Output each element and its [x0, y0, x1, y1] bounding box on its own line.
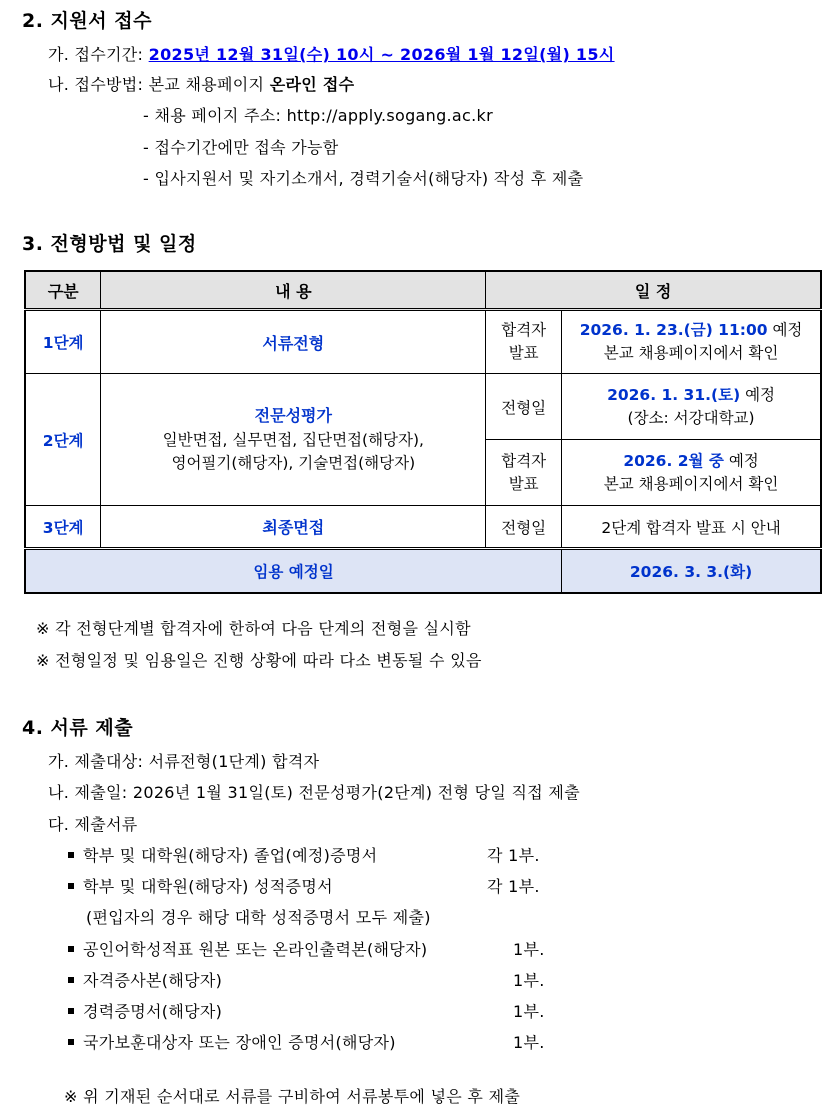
period-line: [48, 42, 615, 65]
stage-1-content: 서류전형: [101, 310, 486, 374]
doc-item: 경력증명서(해당자): [68, 999, 222, 1022]
period-value: 2025년 12월 31일(수) 10시 ~ 2026월 1월 12일(월) 15시: [148, 45, 615, 64]
stage-3-note: 2단계 합격자 발표 시 안내: [562, 506, 821, 549]
appointment-label: 임용 예정일: [25, 549, 562, 594]
apply-period-item: - 접수기간에만 접속 가능함: [143, 138, 339, 157]
stage-2: 2단계: [25, 374, 101, 506]
apply-url-item: - 채용 페이지 주소: http://apply.sogang.ac.kr: [143, 106, 493, 125]
stage-1-note: 본교 채용페이지에서 확인: [603, 344, 779, 362]
final-note: ※ 위 기재된 순서대로 서류를 구비하여 서류봉투에 넣은 후 제출: [64, 1087, 521, 1106]
doc-item: 국가보훈대상자 또는 장애인 증명서(해당자): [68, 1030, 396, 1053]
table-row-stage-2a: [25, 374, 821, 440]
stage-2b-sub: 합격자 발표: [486, 440, 562, 506]
doc-qty: 1부.: [513, 971, 545, 990]
table-row-stage-1: [25, 310, 821, 374]
stage-1-sub: 합격자 발표: [486, 310, 562, 374]
docs-label: 다. 제출서류: [48, 815, 138, 834]
stage-3-sub: 전형일: [486, 506, 562, 549]
stage-2b-schedule: 2026. 2월 중 예정 본교 채용페이지에서 확인: [562, 440, 821, 506]
bullet-icon: [68, 946, 74, 952]
stage-2a-schedule: 2026. 1. 31.(토) 예정 (장소: 서강대학교): [562, 374, 821, 440]
header-content: 내 용: [101, 271, 486, 310]
note-stage-pass: ※ 각 전형단계별 합격자에 한하여 다음 단계의 전형을 실시함: [36, 619, 471, 638]
stage-2a-sub: 전형일: [486, 374, 562, 440]
doc-qty: 1부.: [513, 1033, 545, 1052]
doc-qty: 1부.: [513, 1002, 545, 1021]
bullet-icon: [68, 883, 74, 889]
submit-target: 가. 제출대상: 서류전형(1단계) 합격자: [48, 752, 320, 771]
doc-item: 학부 및 대학원(해당자) 졸업(예정)증명서: [68, 843, 377, 866]
bullet-icon: [68, 977, 74, 983]
method-line: [48, 72, 354, 95]
note-schedule-change: ※ 전형일정 및 임용일은 진행 상황에 따라 다소 변동될 수 있음: [36, 651, 482, 670]
stage-2b-note: 본교 채용페이지에서 확인: [603, 474, 779, 493]
bullet-icon: [68, 1008, 74, 1014]
stage-1-date: 2026. 1. 23.(금) 11:00: [579, 321, 768, 339]
header-schedule: 일 정: [486, 271, 821, 310]
stage-2-content: 전문성평가 일반면접, 실무면접, 집단면접(해당자), 영어필기(해당자), 기술면접(해당자): [101, 374, 486, 506]
stage-2b-date: 2026. 2월 중: [623, 451, 724, 470]
schedule-table: [24, 270, 822, 594]
appointment-date: 2026. 3. 3.(화): [562, 549, 821, 594]
stage-3-content: 최종면접: [101, 506, 486, 549]
doc-sub-note: (편입자의 경우 해당 대학 성적증명서 모두 제출): [86, 908, 431, 927]
method-bold: 온라인 접수: [269, 75, 355, 94]
table-header-row: [25, 271, 821, 310]
stage-2a-date: 2026. 1. 31.(토): [607, 385, 741, 404]
table-row-stage-3: [25, 506, 821, 549]
stage-1: 1단계: [25, 310, 101, 374]
stage-3: 3단계: [25, 506, 101, 549]
section-4-title: 4. 서류 제출: [22, 717, 134, 739]
section-3-title: 3. 전형방법 및 일정: [22, 233, 197, 255]
doc-qty: 각 1부.: [487, 846, 540, 865]
table-row-appointment: [25, 549, 821, 594]
period-label: 가. 접수기간:: [48, 45, 144, 64]
method-label: 나. 접수방법: 본교 채용페이지: [48, 75, 270, 94]
stage-2a-note: (장소: 서강대학교): [627, 408, 755, 427]
section-2-title: 2. 지원서 접수: [22, 10, 152, 32]
header-stage: 구분: [25, 271, 101, 310]
doc-qty: 1부.: [513, 940, 545, 959]
doc-item: 공인어학성적표 원본 또는 온라인출력본(해당자): [68, 937, 427, 960]
doc-qty: 각 1부.: [487, 877, 540, 896]
stage-1-schedule: 2026. 1. 23.(금) 11:00 예정 본교 채용페이지에서 확인: [562, 310, 821, 374]
bullet-icon: [68, 1039, 74, 1045]
doc-item: 학부 및 대학원(해당자) 성적증명서: [68, 874, 333, 897]
apply-docs-item: - 입사지원서 및 자기소개서, 경력기술서(해당자) 작성 후 제출: [143, 169, 584, 188]
bullet-icon: [68, 852, 74, 858]
doc-item: 자격증사본(해당자): [68, 968, 222, 991]
submit-date: 나. 제출일: 2026년 1월 31일(토) 전문성평가(2단계) 전형 당일 직접 제출: [48, 783, 580, 802]
